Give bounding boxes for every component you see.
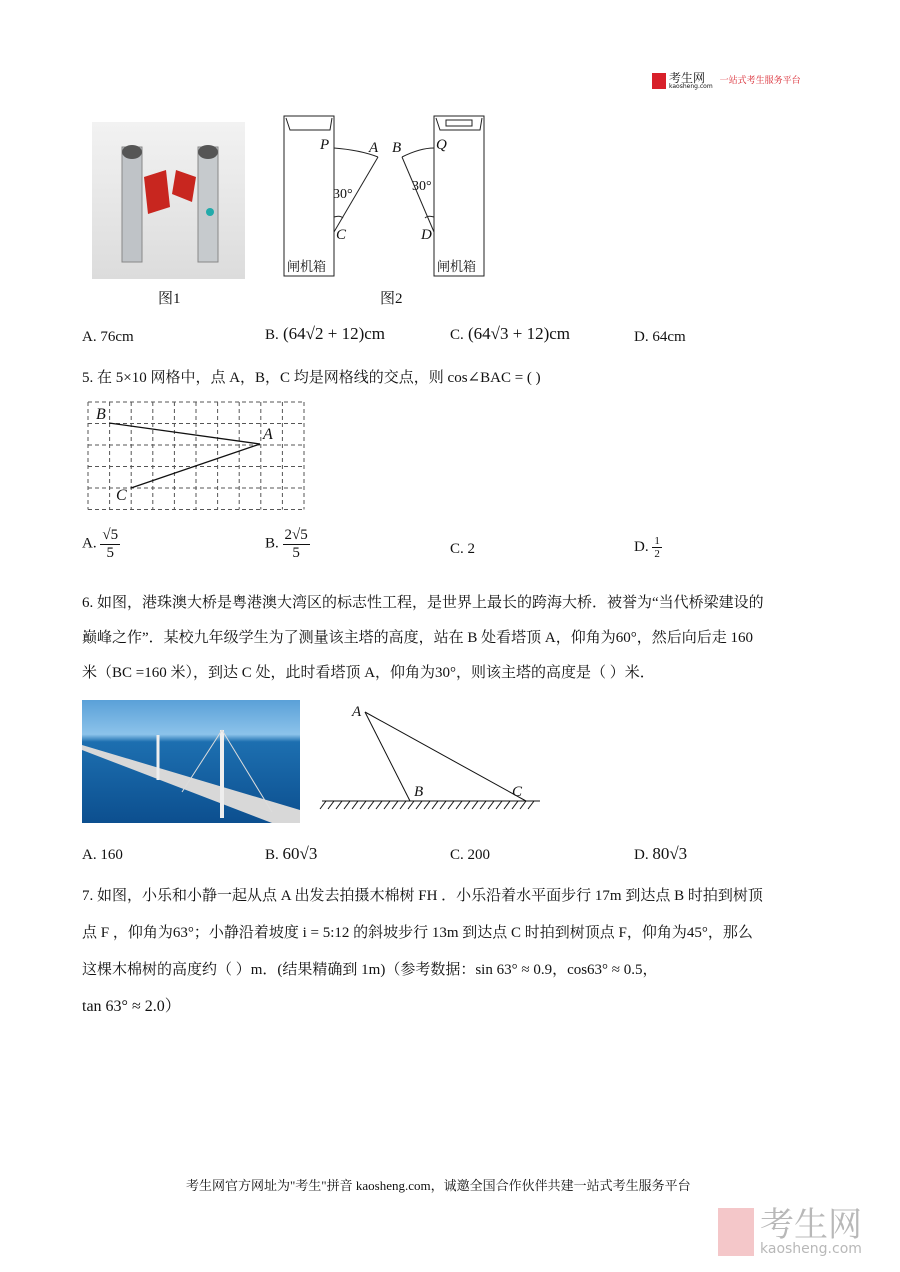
ground-hatch (520, 801, 526, 809)
box-label-2: 闸机箱 (437, 259, 477, 274)
turnstile-photo (92, 122, 245, 279)
logo-text: 考生网 (669, 71, 706, 85)
angle-label-2: 30° (412, 179, 432, 194)
tower-label-B: B (414, 784, 424, 800)
q4-option-c: C. (64√3 + 12)cm (450, 324, 571, 343)
ground-hatch (528, 801, 534, 809)
tower-label-C: C (512, 784, 523, 800)
ground-hatch (424, 801, 430, 809)
q7-line-3: 这棵木棉树的高度约（ ）m．(结果精确到 1m)（参考数据：sin 63° ≈ 0.9，cos63° ≈ 0.5， (82, 962, 658, 978)
label-A: A (369, 140, 379, 156)
label-D: D (421, 227, 432, 243)
ground-hatch (344, 801, 350, 809)
ground-hatch (408, 801, 414, 809)
q5-option-a: A. $\frac{√5}{5}$ (82, 527, 119, 561)
q7-line-2: 点 F ，仰角为63°；小静沿着坡度 i = 5:12 的斜坡步行 13m 到达点 C 时拍到树顶点 F，仰角为45°，那么 (82, 925, 753, 941)
watermark-logo (718, 1205, 862, 1257)
ground-hatch (376, 801, 382, 809)
fig2-caption: 图2 (380, 291, 403, 307)
bridge-photo (82, 700, 300, 823)
q5-text: 5. 在 5×10 网格中，点 A，B，C 均是网格线的交点，则 cos∠BAC = ( ) (82, 370, 541, 386)
ground-hatch (504, 801, 510, 809)
q7-line-1: 7. 如图，小乐和小静一起从点 A 出发去拍摄木棉树 FH ．小乐沿着水平面步行 17m 到达点 B 时拍到树顶 (82, 888, 763, 904)
q7-line-4: tan 63° ≈ 2.0） (82, 998, 181, 1015)
ground-hatch (448, 801, 454, 809)
label-Q: Q (436, 137, 447, 153)
footer-text: 考生网官方网址为"考生"拼音 kaosheng.com，诚邀全国合作伙伴共建一站式考生服务平台 (186, 1178, 691, 1193)
ground-hatch (496, 801, 502, 809)
q5-option-b: B. $\frac{2√5}{5}$ (265, 527, 308, 561)
bridge-illustration (82, 700, 300, 823)
ground-hatch (472, 801, 478, 809)
box-label-1: 闸机箱 (287, 259, 327, 274)
q6-line-1: 6. 如图，港珠澳大桥是粤港澳大湾区的标志性工程，是世界上最长的跨海大桥．被誉为“当代桥梁建设的 (82, 595, 764, 611)
logo-sub: kaosheng.com (669, 83, 713, 90)
label-B: B (392, 140, 402, 156)
q5-option-d: D. $\frac{1}{2}$ (634, 535, 660, 561)
header-logo (652, 72, 801, 90)
ground-hatch (360, 801, 366, 809)
ground-hatch (320, 801, 326, 809)
ground-hatch (400, 801, 406, 809)
ground-hatch (512, 801, 518, 809)
turnstile-illustration (92, 122, 245, 279)
ground-hatch (416, 801, 422, 809)
fig1-caption: 图1 (158, 291, 181, 307)
grid-label-A: A (263, 426, 273, 443)
ground-hatch (432, 801, 438, 809)
ground-hatch (352, 801, 358, 809)
q6-line-2: 巅峰之作”．某校九年级学生为了测量该主塔的高度，站在 B 处看塔顶 A，仰角为60°，然后向后走 160 (82, 630, 753, 646)
ground-hatch (464, 801, 470, 809)
watermark-sub: kaosheng.com (760, 1241, 862, 1257)
q6-option-a: A. 160 (82, 847, 123, 863)
ground-hatch (384, 801, 390, 809)
q4-option-b: B. (64√2 + 12)cm (265, 324, 386, 343)
q6-option-b: B. 60√3 (265, 844, 318, 863)
grid-label-C: C (116, 487, 127, 504)
ground-hatch (456, 801, 462, 809)
ground-hatch (336, 801, 342, 809)
ground-hatch (488, 801, 494, 809)
header-slogan: 一站式考生服务平台 (719, 75, 801, 86)
q6-line-3: 米（BC =160 米），到达 C 处，此时看塔顶 A，仰角为30°，则该主塔的高度是（ ）米． (82, 665, 655, 681)
ground-hatch (328, 801, 334, 809)
ground-hatch (392, 801, 398, 809)
gate-diagram (280, 112, 490, 282)
logo-icon (652, 73, 666, 89)
tower-label-A: A (352, 704, 362, 720)
q4-option-d: D. 64cm (634, 329, 686, 345)
q5-option-c: C. 2 (450, 541, 476, 557)
q6-option-d: D. 80√3 (634, 844, 688, 863)
q6-option-c: C. 200 (450, 847, 491, 863)
ground-hatch (368, 801, 374, 809)
grid-label-B: B (96, 406, 106, 423)
watermark-text: 考生网 (760, 1205, 862, 1245)
label-C: C (336, 227, 347, 243)
ground-hatch (440, 801, 446, 809)
watermark-icon (718, 1208, 754, 1256)
ground-hatch (480, 801, 486, 809)
q4-option-a: A. 76cm (82, 329, 134, 345)
angle-label-1: 30° (333, 187, 353, 202)
label-P: P (320, 137, 330, 153)
